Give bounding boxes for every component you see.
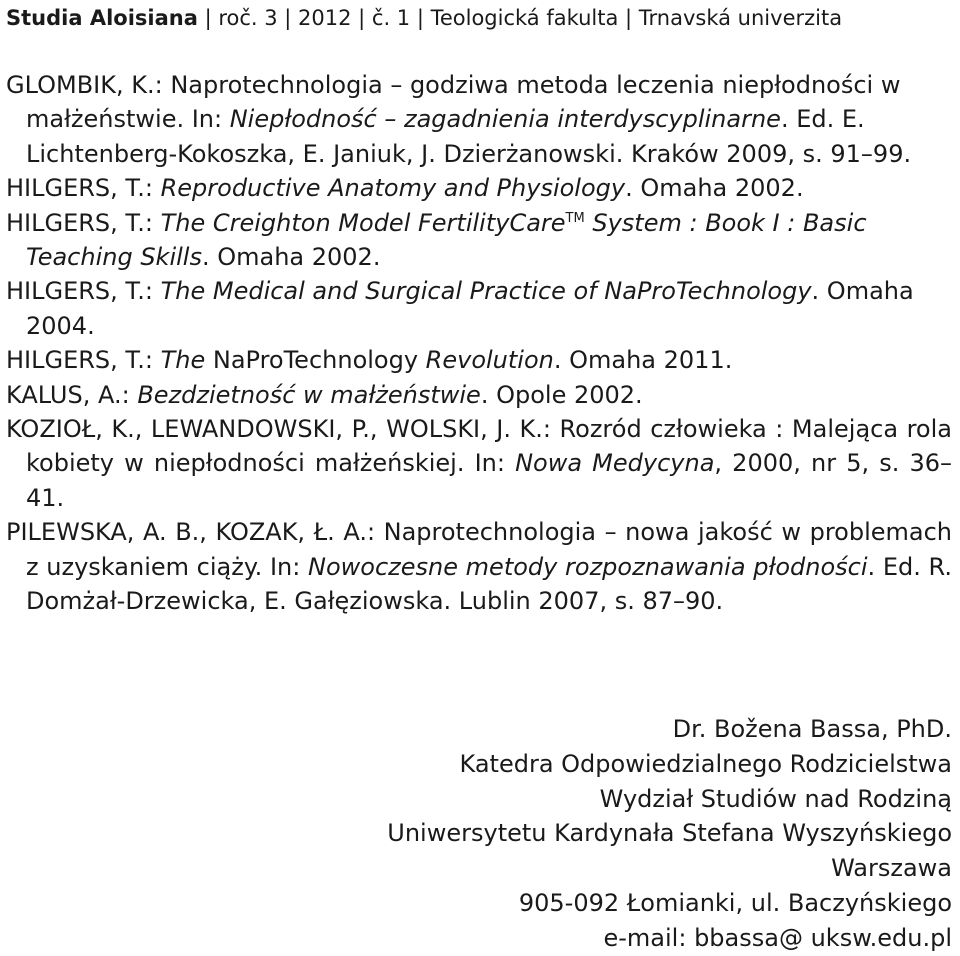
reference-item	[6, 343, 952, 377]
reference-title-italic: Niepłodność – zagadnienia interdyscyplinarne	[229, 105, 781, 134]
reference-text: HILGERS, T.:	[6, 174, 161, 203]
reference-item	[6, 378, 952, 412]
reference-list	[6, 68, 952, 619]
reference-title-italic: Revolution	[425, 346, 554, 375]
reference-item	[6, 412, 952, 515]
author-name: Dr. Božena Bassa, PhD.	[672, 715, 952, 743]
reference-text: KALUS, A.:	[6, 380, 138, 409]
author-faculty: Wydział Studiów nad Rodziną	[599, 784, 952, 813]
reference-title-italic: Nowoczesne metody rozpoznawania płodności	[308, 552, 868, 581]
running-header	[6, 4, 842, 32]
author-university: Uniwersytetu Kardynała Stefana Wyszyńskiego	[387, 819, 952, 848]
reference-title-italic: The Creighton Model FertilityCare	[160, 208, 566, 237]
author-department: Katedra Odpowiedzialnego Rodzicielstwa	[459, 749, 952, 778]
reference-title-italic: The Medical and Surgical Practice of NaProTechnology	[160, 277, 812, 306]
reference-item	[6, 515, 952, 618]
author-email[interactable]: e-mail: bbassa@ uksw.edu.pl	[603, 923, 952, 952]
journal-issue-info: | roč. 3 | 2012 | č. 1 | Teologická fakulta | Trnavská univerzita	[197, 6, 843, 30]
reference-text: NaProTechnology	[205, 346, 426, 375]
reference-title-italic: Bezdzietność w małżeństwie	[137, 380, 481, 409]
reference-title-italic: The	[160, 346, 206, 375]
reference-text: HILGERS, T.:	[6, 346, 161, 375]
reference-title-italic: System : Book I : Basic Teaching Skills	[26, 208, 867, 272]
reference-text: . Omaha 2011.	[553, 346, 733, 375]
reference-text: HILGERS, T.:	[6, 277, 161, 306]
reference-text: . Omaha 2002.	[625, 174, 804, 203]
reference-text: KOZIOŁ, K., LEWANDOWSKI, P., WOLSKI, J. K.: Rozród człowieka : Malejąca rola kobiety w niepłodności małżeńskiej. In:	[6, 415, 952, 478]
reference-text: . Omaha 2002.	[201, 243, 381, 272]
reference-title-italic: Nowa Medycyna	[515, 449, 715, 478]
author-address: 905-092 Łomianki, ul. Baczyńskiego	[518, 888, 952, 917]
reference-item	[6, 274, 952, 343]
author-city: Warszawa	[831, 854, 952, 883]
reference-text: . Ed. R. Domżał-Drzewicka, E. Gałęziowska. Lublin 2007, s. 87–90.	[26, 552, 952, 616]
reference-item	[6, 171, 952, 205]
reference-text: . Ed. E. Lichtenberg-Kokoszka, E. Janiuk, J. Dzierżanowski. Kraków 2009, s. 91–99.	[26, 105, 912, 168]
reference-text: HILGERS, T.:	[6, 208, 161, 237]
journal-title: Studia Aloisiana	[6, 6, 198, 30]
trademark-superscript: TM	[565, 210, 585, 226]
reference-title-italic: Reproductive Anatomy and Physiology	[160, 174, 626, 203]
reference-text: , 2000, nr 5, s. 36–41.	[26, 449, 952, 512]
author-signature-block	[387, 712, 952, 956]
reference-text: . Omaha 2004.	[26, 277, 914, 340]
reference-text: PILEWSKA, A. B., KOZAK, Ł. A.: Naprotechnologia – nowa jakość w problemach z uzyskaniem ciąży. In:	[6, 518, 952, 581]
reference-text: . Opole 2002.	[480, 380, 643, 409]
reference-item	[6, 68, 952, 171]
reference-text: GLOMBIK, K.: Naprotechnologia – godziwa metoda leczenia niepłodności w małżeństwie. In:	[6, 71, 901, 134]
reference-item	[6, 206, 952, 275]
